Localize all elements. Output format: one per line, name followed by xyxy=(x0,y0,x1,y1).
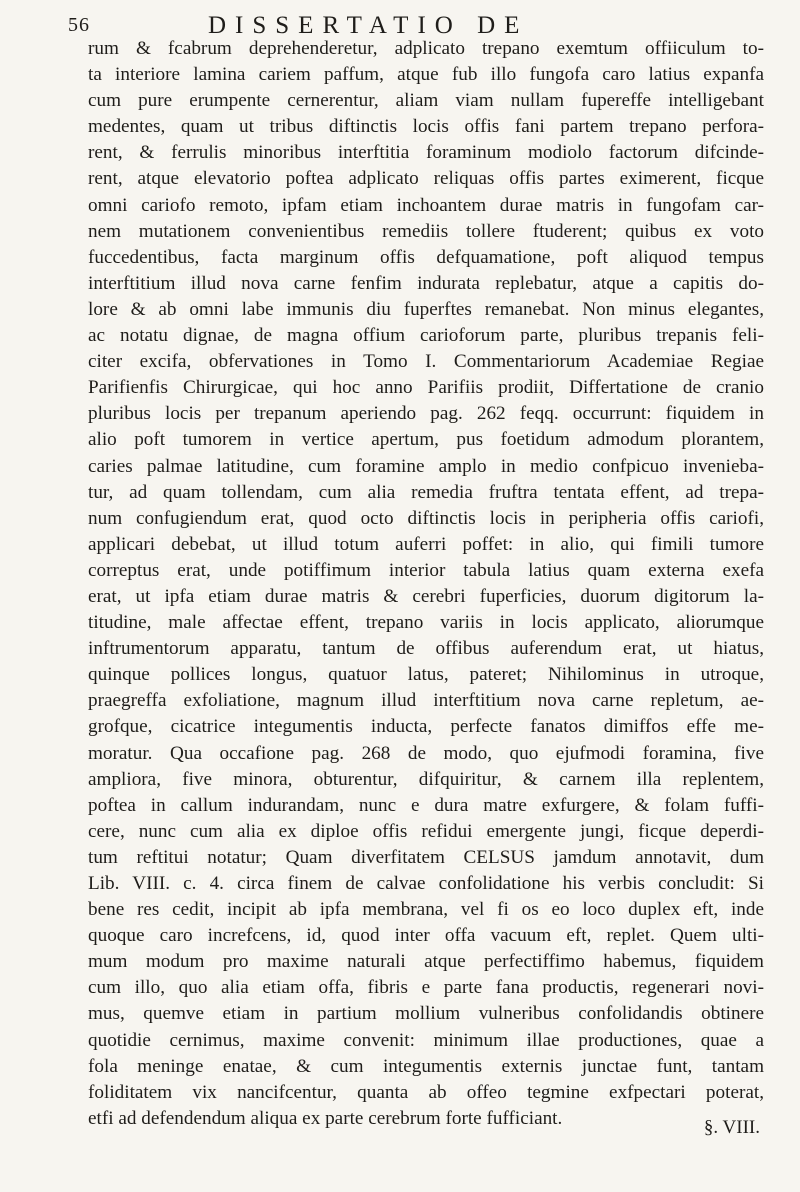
text-line: Parifienfis Chirurgicae, qui hoc anno Parifiis prodiit, Differtatione de cranio xyxy=(88,377,764,399)
text-line: bene res cedit, incipit ab ipfa membrana, vel fi os eo loco duplex eft, inde xyxy=(88,899,764,921)
text-line: interftitium illud nova carne fenfim indurata replebatur, atque a capitis do- xyxy=(88,272,764,294)
text-line: mus, quemve etiam in partium mollium vulneribus confolidandis obtinere xyxy=(88,1003,764,1025)
text-line: quinque pollices longus, quatuor latus, pateret; Nihilominus in utroque, xyxy=(88,664,764,686)
text-line: moratur. Qua occafione pag. 268 de modo, quo ejufmodi foramina, five xyxy=(88,742,764,764)
text-line: nem mutationem convenientibus remediis tollere ftuderent; quibus ex voto xyxy=(88,220,764,242)
text-line: ta interiore lamina cariem paffum, atque fub illo fungofa caro latius expanfa xyxy=(88,64,764,86)
running-head: DISSERTATIO DE xyxy=(208,12,529,39)
text-line: citer excifa, obfervationes in Tomo I. Commentariorum Academiae Regiae xyxy=(88,351,764,373)
text-line: lore & ab omni labe immunis diu fuperftes remanebat. Non minus elegantes, xyxy=(88,298,764,320)
text-line: cere, nunc cum alia ex diploe offis refidui emergente jungi, ficque deperdi- xyxy=(88,820,764,842)
text-line: inftrumentorum apparatu, tantum de offibus auferendum erat, ut hiatus, xyxy=(88,638,764,660)
text-line: Lib. VIII. c. 4. circa finem de calvae confolidatione his verbis concludit: Si xyxy=(88,873,764,894)
text-line: fuccedentibus, facta marginum offis defquamatione, poft aliquod tempus xyxy=(88,246,764,268)
text-line: quotidie cernimus, maxime convenit: minimum illae productiones, quae a xyxy=(88,1029,764,1051)
text-line: rent, & ferrulis minoribus interftitia foraminum modiolo factorum difcinde- xyxy=(88,142,764,164)
text-line: praegreffa exfoliatione, magnum illud interftitium nova carne repletum, ae- xyxy=(88,690,764,712)
text-line: cum illo, quo alia etiam offa, fibris e parte fana productis, regenerari novi- xyxy=(88,977,764,999)
text-line: grofque, cicatrice integumentis inducta, perfecte fanatos dimiffos effe me- xyxy=(88,716,764,738)
catchword: §. VIII. xyxy=(703,1117,760,1138)
text-line: num confugiendum erat, quod octo diftinctis locis in peripheria offis cariofi, xyxy=(88,507,764,529)
text-line: medentes, quam ut tribus diftinctis locis offis fani partem trepano perfora- xyxy=(88,116,764,138)
text-line: erat, ut ipfa etiam durae matris & cerebri fuperficies, duorum digitorum la- xyxy=(88,585,764,607)
text-line: titudine, male affectae effent, trepano variis in locis applicato, aliorumque xyxy=(88,612,764,634)
text-line: tum reftitui notatur; Quam diverfitatem CELSUS jamdum annotavit, dum xyxy=(88,846,764,868)
text-line: rum & fcabrum deprehenderetur, adplicato trepano exemtum offiiculum to- xyxy=(88,38,764,59)
text-line: ampliora, five minora, obturentur, difquiritur, & carnem illa replentem, xyxy=(88,768,764,790)
text-line: alio poft tumorem in vertice apertum, pus foetidum admodum plorantem, xyxy=(88,429,764,451)
text-line: rent, atque elevatorio poftea adplicato reliquas offis partes eximerent, ficque xyxy=(88,168,764,190)
text-line: pluribus locis per trepanum aperiendo pag. 262 feqq. occurrunt: fiquidem in xyxy=(88,403,764,425)
text-line: etfi ad defendendum aliqua ex parte cerebrum forte fufficiant. xyxy=(88,1107,563,1129)
body-text xyxy=(88,36,764,1132)
text-line: mum modum pro maxime naturali atque perfectiffimo habemus, fiquidem xyxy=(88,951,764,973)
text-line: applicari debebat, ut illud totum auferri poffet: in alio, qui fimili tumore xyxy=(88,533,764,555)
page-number: 56 xyxy=(68,14,90,36)
text-line: caries palmae latitudine, cum foramine amplo in medio confpicuo invenieba- xyxy=(88,455,764,477)
text-line: omni cariofo remoto, ipfam etiam inchoantem durae matris in fungofam car- xyxy=(88,194,764,216)
text-line: foliditatem vix nancifcentur, quanta ab offeo tegmine exfpectari poterat, xyxy=(88,1081,764,1103)
text-line: cum pure erumpente cernerentur, aliam viam nullam fupereffe intelligebant xyxy=(88,90,764,112)
text-line: fola meninge enatae, & cum integumentis externis junctae funt, tantam xyxy=(88,1055,764,1077)
text-line: poftea in callum indurandam, nunc e dura matre exfurgere, & folam fuffi- xyxy=(88,794,764,816)
text-line: ac notatu dignae, de magna offium carioforum parte, pluribus trepanis feli- xyxy=(88,325,764,347)
text-line: tur, ad quam tollendam, cum alia remedia fruftra tentata effent, ad trepa- xyxy=(88,481,764,503)
text-line: quoque caro increfcens, id, quod inter offa vacuum eft, replet. Quem ulti- xyxy=(88,925,764,947)
text-line: correptus erat, unde potiffimum interior tabula latius quam externa exefa xyxy=(88,559,764,581)
